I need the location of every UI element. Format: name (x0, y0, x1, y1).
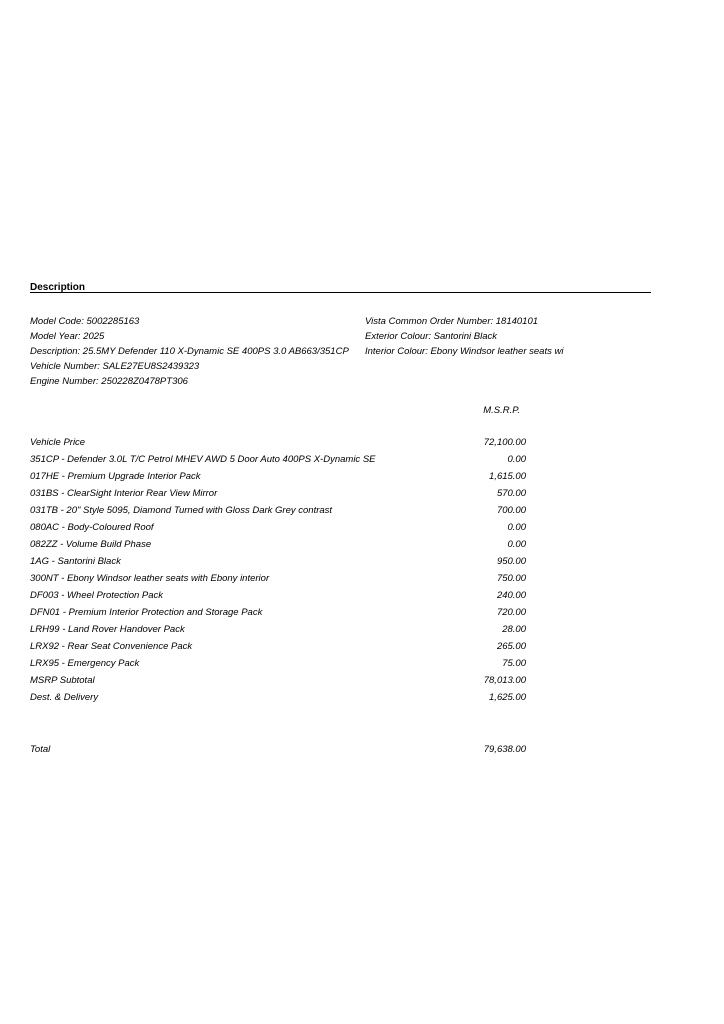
order-number: Vista Common Order Number: 18140101 (365, 316, 539, 327)
row-amount: 950.00 (496, 556, 526, 567)
row-amount: 1,615.00 (489, 471, 526, 482)
row-label: Dest. & Delivery (30, 692, 99, 703)
row-label: MSRP Subtotal (30, 675, 95, 686)
row-amount: 700.00 (496, 505, 526, 516)
interior-colour: Interior Colour: Ebony Windsor leather seats wi (365, 346, 564, 357)
price-table (30, 436, 526, 708)
table-row (30, 453, 526, 470)
table-row (30, 470, 526, 487)
row-label: Vehicle Price (30, 437, 86, 448)
row-amount: 72,100.00 (483, 437, 526, 448)
table-row (30, 606, 526, 623)
section-title: Description (30, 282, 86, 293)
table-row (30, 521, 526, 538)
row-label: 300NT - Ebony Windsor leather seats with Ebony interior (30, 573, 270, 584)
row-amount: 0.00 (507, 522, 526, 533)
row-amount: 0.00 (507, 539, 526, 550)
row-label: LRX92 - Rear Seat Convenience Pack (30, 641, 193, 652)
delivery-row (30, 691, 526, 708)
row-label: 351CP - Defender 3.0L T/C Petrol MHEV AWD 5 Door Auto 400PS X-Dynamic SE (30, 454, 376, 465)
row-label: LRH99 - Land Rover Handover Pack (30, 624, 185, 635)
engine-number: Engine Number: 250228Z0478PT306 (30, 376, 188, 387)
vehicle-number: Vehicle Number: SALE27EU8S2439323 (30, 361, 200, 372)
row-label: 031BS - ClearSight Interior Rear View Mirror (30, 488, 218, 499)
vehicle-info-right (365, 314, 569, 359)
row-amount: 0.00 (507, 454, 526, 465)
table-row (30, 589, 526, 606)
row-label: 017HE - Premium Upgrade Interior Pack (30, 471, 201, 482)
table-row (30, 436, 526, 453)
table-row (30, 504, 526, 521)
total-amount: 79,638.00 (483, 744, 526, 755)
table-row (30, 555, 526, 572)
row-amount: 75.00 (502, 658, 526, 669)
row-label: 031TB - 20" Style 5095, Diamond Turned with Gloss Dark Grey contrast (30, 505, 333, 516)
model-year: Model Year: 2025 (30, 331, 105, 342)
row-amount: 78,013.00 (483, 675, 526, 686)
row-label: LRX95 - Emergency Pack (30, 658, 140, 669)
row-label: 082ZZ - Volume Build Phase (30, 539, 152, 550)
vehicle-info-left (30, 314, 362, 389)
table-row (30, 623, 526, 640)
model-code: Model Code: 5002285163 (30, 316, 140, 327)
row-amount: 240.00 (496, 590, 526, 601)
table-row (30, 640, 526, 657)
row-label: 1AG - Santorini Black (30, 556, 121, 567)
exterior-colour: Exterior Colour: Santorini Black (365, 331, 497, 342)
total-row (30, 743, 526, 760)
msrp-column-header: M.S.R.P. (483, 405, 520, 416)
row-amount: 28.00 (502, 624, 526, 635)
row-label: 080AC - Body-Coloured Roof (30, 522, 154, 533)
model-description: Description: 25.5MY Defender 110 X-Dynamic SE 400PS 3.0 AB663/351CP (30, 346, 349, 357)
row-label: DF003 - Wheel Protection Pack (30, 590, 164, 601)
title-divider (30, 292, 651, 293)
row-amount: 570.00 (496, 488, 526, 499)
row-label: DFN01 - Premium Interior Protection and Storage Pack (30, 607, 263, 618)
table-row (30, 572, 526, 589)
subtotal-row (30, 674, 526, 691)
table-row (30, 657, 526, 674)
row-amount: 265.00 (496, 641, 526, 652)
table-row (30, 538, 526, 555)
total-label: Total (30, 744, 51, 755)
table-row (30, 487, 526, 504)
row-amount: 720.00 (496, 607, 526, 618)
row-amount: 1,625.00 (489, 692, 526, 703)
row-amount: 750.00 (496, 573, 526, 584)
total-line (30, 743, 526, 760)
